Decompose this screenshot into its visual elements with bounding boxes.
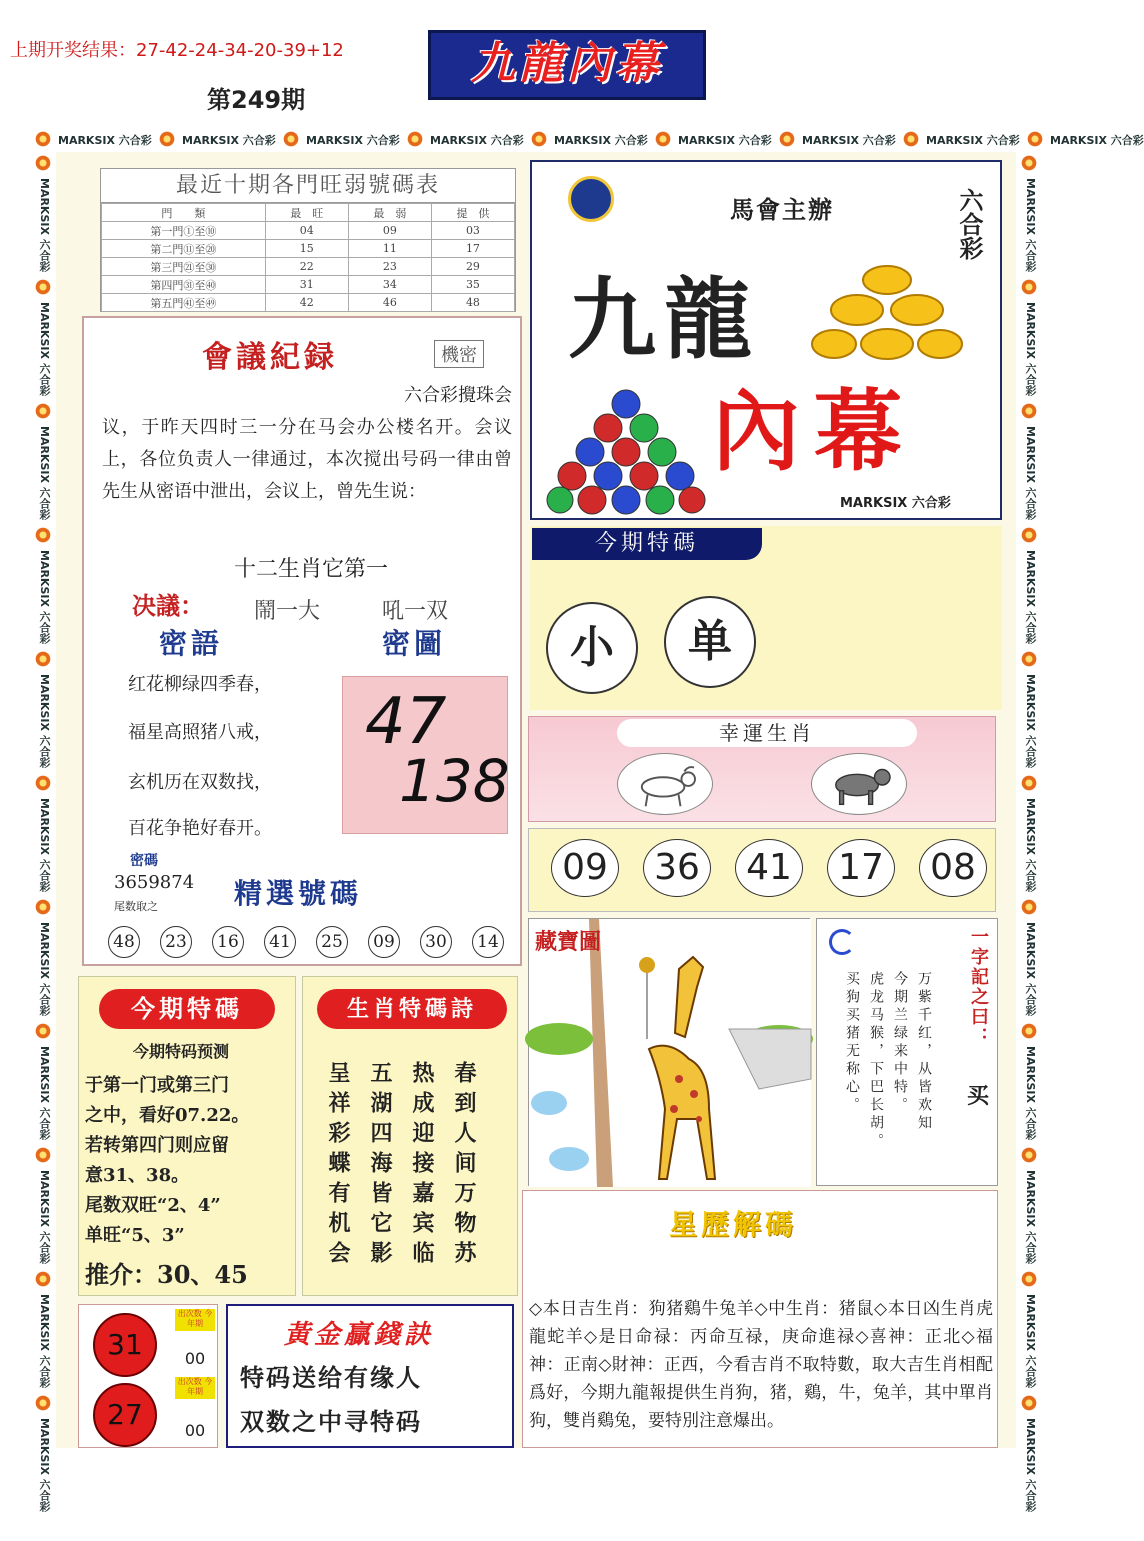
zodiac-poem-column: 五湖四海皆它影 (367, 1061, 393, 1271)
special-code-title: 今期特碼 (532, 528, 762, 560)
zodiac-poem-body (327, 1061, 475, 1271)
poem-column: 虎龙马猴，下巴长胡。 (868, 971, 884, 1151)
brand-text: MARKSIX 六合彩 (38, 426, 51, 520)
secret-words-label: 密語 (159, 627, 224, 660)
code-value: 3659874 (114, 872, 195, 893)
star-decode-text: ◇本日吉生肖：狗猪鷄牛兔羊◇中生肖：猪鼠◇本日凶生肖虎龍蛇羊◇是日命禄：丙命互禄，庚命進禄◇喜神：正北◇福神：正南◇財神：正西，今看吉肖不取特數，取大吉生肖相配爲好，今期九龍報提供生肖狗，猪，鷄，牛，兔羊，其中單肖狗，雙肖鷄兔，要特別注意爆出。 (529, 1299, 993, 1431)
brand-text: MARKSIX 六合彩 (306, 134, 400, 147)
table-cell: 第二門⑪至⑳ (102, 240, 266, 258)
brand-text: MARKSIX 六合彩 (38, 1170, 51, 1264)
logo-marksix: MARKSIX 六合彩 (840, 496, 951, 511)
code-note: 尾数取之 (114, 900, 158, 913)
bottom-brand-band (30, 1448, 1048, 1456)
pick-number: 48 (108, 926, 140, 958)
gold-ingot-icon (812, 258, 962, 368)
count-value: 00 (184, 1349, 206, 1368)
table-cell: 46 (348, 294, 431, 312)
prediction-line: 今期特码预测 (133, 1042, 230, 1061)
brand-text: MARKSIX 六合彩 (430, 134, 524, 147)
flower-icon (1020, 650, 1038, 668)
zodiac-poem-column: 春到人间万物苏 (451, 1061, 477, 1271)
brand-text: MARKSIX 六合彩 (1024, 550, 1037, 644)
host-text: 馬會主辦 (730, 195, 834, 224)
poem-column: 今期兰绿来中特。 (892, 971, 908, 1115)
brand-text: MARKSIX 六合彩 (1024, 302, 1037, 396)
brand-text: MARKSIX 六合彩 (1024, 1170, 1037, 1264)
col-header: 最 旺 (265, 204, 348, 222)
flower-icon (1020, 1146, 1038, 1164)
brand-text: MARKSIX 六合彩 (1024, 1046, 1037, 1140)
table-cell: 03 (431, 222, 514, 240)
golden-line: 双数之中寻特码 (240, 1408, 422, 1436)
pick-number: 23 (160, 926, 192, 958)
flower-icon (34, 898, 52, 916)
one-word-poem (845, 971, 931, 1151)
golden-line: 特码送给有缘人 (240, 1364, 422, 1392)
big-neimu: 內幕 (712, 379, 917, 483)
table-row (102, 276, 515, 294)
decision-b: 吼一双 (382, 599, 449, 624)
pick-number: 16 (212, 926, 244, 958)
special-prediction-panel (78, 976, 296, 1296)
table-cell: 15 (265, 240, 348, 258)
header-logo: 九龍內幕 (428, 30, 706, 100)
flower-icon (902, 130, 920, 148)
prediction-line: 单旺“5、3” (85, 1225, 185, 1246)
main-logo-panel (530, 160, 1002, 520)
flower-icon (1026, 130, 1044, 148)
flower-icon (1020, 154, 1038, 172)
left-brand-band (30, 150, 56, 1512)
brand-text: MARKSIX 六合彩 (38, 178, 51, 272)
meeting-title: 會議紀録 (202, 340, 338, 375)
secret-picture-top: 47 (365, 685, 447, 759)
table-cell: 11 (348, 240, 431, 258)
secret-picture (342, 676, 508, 834)
flower-icon (34, 526, 52, 544)
meeting-text (102, 380, 512, 508)
flower-icon (1020, 774, 1038, 792)
one-word-answer: 买 (966, 1083, 989, 1109)
table-cell: 第三門㉑至㉚ (102, 258, 266, 276)
col-header: 最 弱 (348, 204, 431, 222)
brand-text: MARKSIX 六合彩 (1024, 1294, 1037, 1388)
secret-picture-label: 密圖 (382, 627, 447, 660)
deer-illustration (529, 919, 811, 1187)
table-row (102, 294, 515, 312)
poem-line: 红花柳绿四季春， (128, 674, 272, 695)
brand-text: MARKSIX 六合彩 (1024, 1418, 1037, 1512)
weak-strong-table-panel (100, 168, 516, 312)
prediction-line: 意31、38。 (85, 1165, 190, 1186)
table-cell: 04 (265, 222, 348, 240)
decision-a: 鬧一大 (254, 599, 321, 624)
zodiac-line: 十二生肖它第一 (234, 557, 389, 582)
table-cell: 第四門㉛至㊵ (102, 276, 266, 294)
secret-stamp: 機密 (434, 340, 484, 368)
count-head: 出次数 今年期 (175, 1377, 215, 1399)
brand-text: MARKSIX 六合彩 (38, 1418, 51, 1512)
table-cell: 42 (265, 294, 348, 312)
right-brand-band (1016, 150, 1046, 1512)
flower-icon (34, 154, 52, 172)
brand-text: MARKSIX 六合彩 (926, 134, 1020, 147)
secret-picture-bottom: 138 (399, 747, 510, 815)
flower-icon (1020, 278, 1038, 296)
table-cell: 第一門①至⑩ (102, 222, 266, 240)
pick-number: 30 (420, 926, 452, 958)
brand-text: MARKSIX 六合彩 (38, 1046, 51, 1140)
table-cell: 29 (431, 258, 514, 276)
flower-icon (1020, 1394, 1038, 1412)
last-result-text: 上期开奖结果：27-42-24-34-20-39+12 (10, 40, 344, 61)
table-cell: 09 (348, 222, 431, 240)
flower-icon (34, 650, 52, 668)
flower-icon (1020, 1022, 1038, 1040)
meeting-text-rest: 议，于昨天四时三一分在马会办公楼名开。会议上，各位负责人一律通过，本次搅出号码一律由曾先生从密语中泄出，会议上，曾先生说： (102, 417, 512, 502)
brand-text: MARKSIX 六合彩 (38, 674, 51, 768)
brand-text: MARKSIX 六合彩 (1024, 178, 1037, 272)
brand-text: MARKSIX 六合彩 (38, 798, 51, 892)
special-code-size: 小 (546, 602, 638, 694)
star-decode-title: 星歷解碼 (669, 1208, 798, 1241)
treasure-map-panel (528, 918, 810, 1186)
meeting-text-first: 六合彩攪珠会 (404, 385, 512, 406)
brand-text: MARKSIX 六合彩 (1024, 922, 1037, 1016)
flower-icon (530, 130, 548, 148)
count-head: 出次数 今年期 (175, 1309, 215, 1331)
zodiac-poem-title: 生肖特碼詩 (317, 989, 507, 1029)
telephone-icon (829, 929, 855, 955)
table-row (102, 258, 515, 276)
pick-number: 25 (316, 926, 348, 958)
one-word-panel (816, 918, 998, 1186)
flower-icon (34, 402, 52, 420)
jockey-club-emblem-icon (568, 176, 614, 222)
brand-text: MARKSIX 六合彩 (38, 550, 51, 644)
pick-number: 41 (264, 926, 296, 958)
prediction-line: 若转第四门则应留 (85, 1135, 229, 1156)
brand-text: MARKSIX 六合彩 (802, 134, 896, 147)
lucky-number: 09 (551, 839, 619, 897)
table-cell: 35 (431, 276, 514, 294)
count-value: 00 (184, 1421, 206, 1440)
flower-icon (34, 1270, 52, 1288)
flower-icon (34, 130, 52, 148)
prediction-line: 推介：30、45 (85, 1260, 248, 1289)
flower-icon (1020, 526, 1038, 544)
prediction-line: 之中，看好07.22。 (85, 1105, 250, 1126)
special-code-parity: 单 (664, 596, 756, 688)
lucky-number: 17 (827, 839, 895, 897)
flower-icon (34, 774, 52, 792)
lucky-number: 41 (735, 839, 803, 897)
count-table (78, 1304, 218, 1448)
brand-text: MARKSIX 六合彩 (38, 302, 51, 396)
lucky-zodiac-panel (528, 716, 996, 822)
big-jiulong: 九龍 (568, 267, 761, 371)
table-cell: 22 (265, 258, 348, 276)
brand-text: MARKSIX 六合彩 (58, 134, 152, 147)
table-cell: 48 (431, 294, 514, 312)
pick-number: 14 (472, 926, 504, 958)
lucky-number: 36 (643, 839, 711, 897)
weak-strong-table-title: 最近十期各門旺弱號碼表 (101, 169, 515, 203)
zodiac-poem-column: 呈祥彩蝶有机会 (325, 1061, 351, 1271)
star-decode-panel (522, 1190, 998, 1448)
brand-text: MARKSIX 六合彩 (1024, 426, 1037, 520)
poem-line: 福星高照猪八戒， (128, 722, 272, 743)
flower-icon (1020, 402, 1038, 420)
lottery-balls-icon (546, 386, 706, 516)
brand-text: MARKSIX 六合彩 (1024, 674, 1037, 768)
golden-formula-title: 黃金贏錢訣 (284, 1320, 435, 1350)
picks-title: 精選號碼 (234, 877, 363, 910)
top-brand-band (30, 126, 1144, 152)
number-row-panel (528, 828, 996, 912)
decision-label: 决議： (132, 591, 204, 620)
table-row (102, 240, 515, 258)
flower-icon (34, 1146, 52, 1164)
meeting-record-panel (82, 316, 522, 966)
brand-text: MARKSIX 六合彩 (1024, 798, 1037, 892)
flower-icon (158, 130, 176, 148)
flower-icon (1020, 898, 1038, 916)
count-number: 27 (93, 1383, 157, 1447)
col-header: 提 供 (431, 204, 514, 222)
col-header: 門 類 (102, 204, 266, 222)
lucky-number: 08 (919, 839, 987, 897)
flower-icon (34, 1022, 52, 1040)
table-cell: 34 (348, 276, 431, 294)
flower-icon (654, 130, 672, 148)
brand-text: MARKSIX 六合彩 (678, 134, 772, 147)
special-prediction-title: 今期特碼 (99, 989, 275, 1029)
table-cell: 23 (348, 258, 431, 276)
table-cell: 17 (431, 240, 514, 258)
table-row (102, 222, 515, 240)
one-word-title: 一字記之曰： (968, 927, 989, 1047)
poem-line: 玄机历在双数找， (128, 772, 272, 793)
zodiac-poem-column: 热成迎接嘉宾临 (409, 1061, 435, 1271)
table-cell: 第五門㊶至㊾ (102, 294, 266, 312)
brand-text: MARKSIX 六合彩 (38, 1294, 51, 1388)
lhc-vertical: 六合彩 (955, 188, 984, 260)
special-code-panel (530, 526, 1002, 710)
count-number: 31 (93, 1313, 157, 1377)
pick-number: 09 (368, 926, 400, 958)
weak-strong-table (101, 203, 515, 312)
brand-text: MARKSIX 六合彩 (554, 134, 648, 147)
flower-icon (34, 278, 52, 296)
poem-line: 百花争艳好春开。 (128, 818, 272, 839)
table-cell: 31 (265, 276, 348, 294)
issue-number: 第249期 (207, 86, 306, 114)
brand-text: MARKSIX 六合彩 (1050, 134, 1144, 147)
flower-icon (406, 130, 424, 148)
brand-text: MARKSIX 六合彩 (182, 134, 276, 147)
prediction-line: 尾数双旺“2、4” (85, 1195, 221, 1216)
code-label: 密碼 (130, 853, 158, 869)
buffalo-icon (811, 753, 907, 815)
brand-text: MARKSIX 六合彩 (38, 922, 51, 1016)
prediction-line: 于第一门或第三门 (85, 1075, 229, 1096)
zodiac-poem-panel (302, 976, 518, 1296)
poem-column: 买狗买猪无称心。 (844, 971, 860, 1115)
flower-icon (34, 1394, 52, 1412)
ox-icon (617, 753, 713, 815)
lucky-zodiac-title: 幸運生肖 (617, 719, 917, 747)
golden-formula-panel (226, 1304, 514, 1448)
flower-icon (282, 130, 300, 148)
flower-icon (1020, 1270, 1038, 1288)
poem-column: 万紫千红，从皆欢知 (916, 971, 932, 1133)
treasure-map-title: 藏寶圖 (535, 929, 602, 955)
flower-icon (778, 130, 796, 148)
